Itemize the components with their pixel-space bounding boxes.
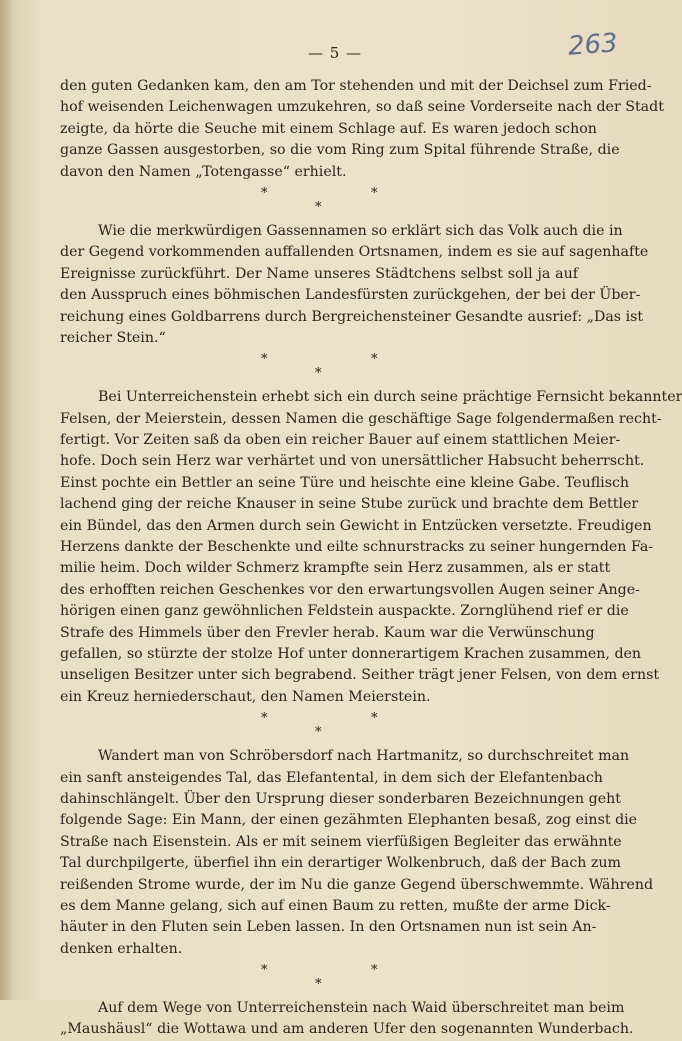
paragraph-1 [60, 76, 664, 183]
paragraph-2 [60, 221, 649, 349]
separator-star: * [371, 711, 378, 727]
text-line: Einst pochte ein Bettler an seine Türe und heischte eine kleine Gabe. Teuflisch [60, 474, 630, 491]
text-line: folgende Sage: Ein Mann, der einen gezähmten Elephanten besaß, zog einst die [60, 812, 638, 829]
section-separator [60, 708, 578, 746]
text-line: Auf dem Wege von Unterreichenstein nach Waid überschreitet man beim [98, 1000, 625, 1017]
text-line: Straße nach Eisenstein. Als er mit seinem vierfüßigen Begleiter das erwähnte [60, 833, 622, 850]
paragraph-5 [60, 998, 634, 1041]
paragraph-4 [60, 746, 654, 960]
text-line: ein Kreuz herniederschaut, den Namen Meierstein. [60, 688, 431, 705]
separator-star: * [371, 963, 378, 979]
text-line: Ereignisse zurückführt. Der Name unseres Städtchens selbst soll ja auf [60, 265, 578, 282]
text-line: zeigte, da hörte die Seuche mit einem Schlage auf. Es waren jedoch schon [60, 120, 597, 137]
separator-star: * [315, 199, 322, 215]
text-line: des erhofften reichen Geschenkes vor den erwartungsvollen Augen seiner Ange- [60, 581, 640, 598]
separator-star: * [261, 185, 268, 201]
text-line: fertigt. Vor Zeiten saß da oben ein reicher Bauer auf einem stattlichen Meier- [60, 432, 621, 449]
text-line: milie heim. Doch wilder Schmerz krampfte sein Herz zusammen, als er statt [60, 560, 611, 577]
text-line: denken erhalten. [60, 940, 183, 957]
separator-star: * [261, 352, 268, 368]
text-line: Felsen, der Meierstein, dessen Namen die geschäftige Sage folgendermaßen recht- [60, 410, 662, 427]
text-line: dahinschlängelt. Über den Ursprung dieser sonderbaren Bezeichnungen geht [60, 790, 621, 807]
text-line: der Gegend vorkommenden auffallenden Ortsnamen, indem es sie auf sagenhafte [60, 244, 649, 261]
text-line: häuter in den Fluten sein Leben lassen. In den Ortsnamen nun ist sein An- [60, 919, 597, 936]
separator-star: * [315, 977, 322, 993]
text-line: ganze Gassen ausgestorben, so die vom Ring zum Spital führende Straße, die [60, 142, 620, 159]
separator-star: * [371, 352, 378, 368]
text-line: gefallen, so stürzte der stolze Hof unter donnerartigem Krachen zusammen, den [60, 645, 642, 662]
text-line: den Ausspruch eines böhmischen Landesfürsten zurückgehen, der bei der Über- [60, 287, 641, 304]
text-line: hörigen einen ganz gewöhnlichen Feldstein auspackte. Zornglühend rief er die [60, 603, 629, 620]
text-line: „Maushäusl“ die Wottawa und am anderen Ufer den sogenannten Wunderbach. [60, 1021, 634, 1038]
binding-edge [0, 0, 12, 1000]
text-line: ein sanft ansteigendes Tal, das Elefantental, in dem sich der Elefantenbach [60, 769, 603, 786]
text-line: Strafe des Himmels über den Frevler herab. Kaum war die Verwünschung [60, 624, 595, 641]
text-line: es dem Manne gelang, sich auf einen Baum zu retten, mußte der arme Dick- [60, 897, 611, 914]
text-line: hofe. Doch sein Herz war verhärtet und von unersättlicher Habsucht beherrscht. [60, 453, 645, 470]
text-line: hof weisenden Leichenwagen umzukehren, so daß seine Vorderseite nach der Stadt [60, 99, 664, 116]
section-separator [60, 349, 578, 387]
text-body [60, 76, 682, 1041]
handwritten-folio-number: 263 [567, 28, 619, 62]
separator-star: * [315, 725, 322, 741]
page-number: — 5 — [307, 44, 363, 62]
text-line: lachend ging der reiche Knauser in seine Stube zurück und brachte dem Bettler [60, 496, 639, 513]
separator-star: * [261, 963, 268, 979]
text-line: Herzens dankte der Beschenkte und eilte schnurstracks zu seiner hungernden Fa- [60, 539, 654, 556]
text-line: den guten Gedanken kam, den am Tor stehenden und mit der Deichsel zum Fried- [60, 78, 652, 94]
section-separator [60, 183, 578, 221]
separator-star: * [371, 185, 378, 201]
text-line: Bei Unterreichenstein erhebt sich ein durch seine prächtige Fernsicht bekannter [98, 389, 682, 406]
separator-star: * [261, 711, 268, 727]
text-line: ein Bündel, das den Armen durch sein Gewicht in Entzücken versetzte. Freudigen [60, 517, 652, 534]
text-line: Tal durchpilgerte, überfiel ihn ein derartiger Wolkenbruch, daß der Bach zum [60, 855, 621, 872]
text-line: Wandert man von Schröbersdorf nach Hartmanitz, so durchschreitet man [98, 748, 630, 765]
separator-star: * [315, 366, 322, 382]
paragraph-3 [60, 387, 682, 708]
text-line: reicher Stein.“ [60, 329, 166, 346]
text-line: davon den Namen „Totengasse“ erhielt. [60, 163, 347, 180]
section-separator [60, 960, 578, 998]
text-line: reichung eines Goldbarrens durch Bergreichensteiner Gesandte ausrief: „Das ist [60, 308, 644, 325]
text-line: reißenden Strome wurde, der im Nu die ganze Gegend überschwemmte. Während [60, 876, 654, 893]
text-line: unseligen Besitzer unter sich begrabend. Seither trägt jener Felsen, von dem ernst [60, 667, 660, 684]
text-line: Wie die merkwürdigen Gassennamen so erklärt sich das Volk auch die in [98, 222, 623, 239]
